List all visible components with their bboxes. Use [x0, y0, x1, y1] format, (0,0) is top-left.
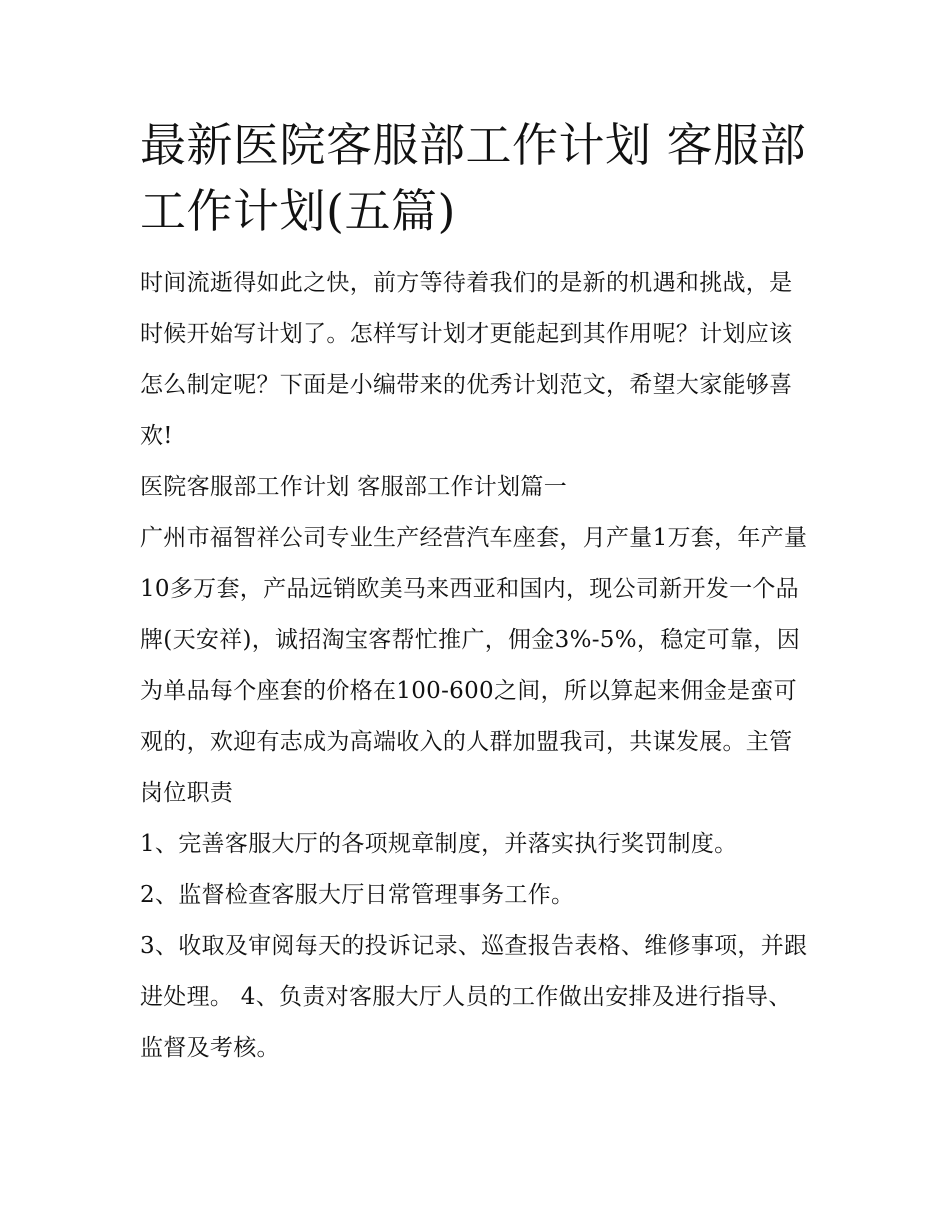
company-paragraph: 广州市福智祥公司专业生产经营汽车座套，月产量1万套，年产量10多万套，产品远销欧美马来西亚和国内，现公司新开发一个品牌(天安祥)，诚招淘宝客帮忙推广，佣金3%-5%，稳定可靠，因为单品每个座套的价格在100-600之间，所以算起来佣金是蛮可观的，欢迎有志成为高端收入的人群加盟我司，共谋发展。主管岗位职责 — [140, 525, 808, 806]
section-heading: 医院客服部工作计划 客服部工作计划篇一 — [140, 474, 568, 500]
document-page — [140, 112, 812, 1074]
duty-item-2: 2、监督检查客服大厅日常管理事务工作。 — [140, 882, 575, 908]
document-title: 最新医院客服部工作计划 客服部工作计划(五篇) — [140, 118, 807, 238]
duty-item-3: 3、收取及审阅每天的投诉记录、巡查报告表格、维修事项，并跟进处理。 4、负责对客服大厅人员的工作做出安排及进行指导、监督及考核。 — [140, 933, 808, 1061]
intro-paragraph: 时间流逝得如此之快，前方等待着我们的是新的机遇和挑战，是时候开始写计划了。怎样写计划才更能起到其作用呢？计划应该怎么制定呢？下面是小编带来的优秀计划范文，希望大家能够喜欢! — [140, 270, 793, 449]
duty-item-1: 1、完善客服大厅的各项规章制度，并落实执行奖罚制度。 — [140, 831, 738, 857]
